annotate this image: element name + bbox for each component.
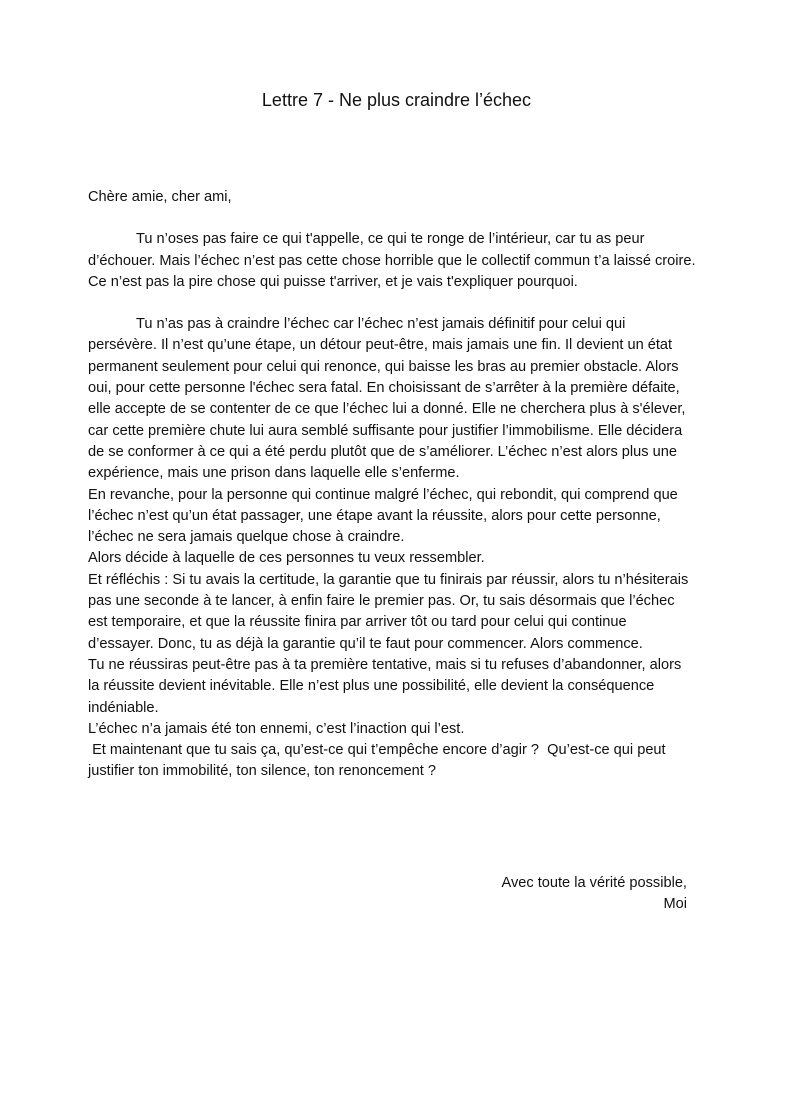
letter-closing: Avec toute la vérité possible, [501, 875, 687, 891]
letter-body [88, 187, 696, 783]
paragraph-choice: Alors décide à laquelle de ces personnes tu veux ressembler. [88, 550, 485, 567]
paragraph-question: Et maintenant que tu sais ça, qu’est-ce qui t’empêche encore d’agir ? Qu’est-ce qui peut justifier ton immobilité, ton silence, ton renoncement ? [88, 742, 670, 780]
paragraph-perseverance: Tu n’as pas à craindre l’échec car l’échec n’est jamais définitif pour celui qui persévère. Il n’est qu’une étape, un détour peut-être, mais jamais une fin. Il devient un état permanent seulement pour celui qui renonce, qui baisse les bras au premier obstacle. Alors oui, pour cette personne l'échec sera fatal. En choisissant de s’arrêter à la première défaite, elle accepte de se contenter de ce que l’échec lui a donné. Elle ne cherchera plus à s'élever, car cette première chute lui aura semblé suffisante pour justifier l’immobilisme. Elle décidera de se conformer à ce qui a été perdu plutôt que de s’améliorer. L’échec n’est alors plus une expérience, mais une prison dans laquelle elle s’enferme. [88, 316, 686, 482]
paragraph-enemy: L’échec n’a jamais été ton ennemi, c’est l’inaction qui l’est. [88, 720, 465, 737]
paragraph-rebound: En revanche, pour la personne qui continue malgré l’échec, qui rebondit, qui comprend que l’échec n’est qu’un état passager, une étape avant la réussite, alors pour cette personne, l’échec ne sera jamais quelque chose à craindre. [88, 486, 678, 546]
letter-signature: Moi [663, 896, 687, 913]
letter-title: Lettre 7 - Ne plus craindre l’échec [261, 90, 532, 110]
paragraph-inevitable: Tu ne réussiras peut-être pas à ta première tentative, mais si tu refuses d’abandonner, alors la réussite devient inévitable. Elle n’est plus une possibilité, elle devient la conséquence indéniable. [88, 656, 682, 716]
paragraph-intro: Tu n’oses pas faire ce qui t'appelle, ce qui te ronge de l’intérieur, car tu as peur d’échouer. Mais l’échec n’est pas cette chose horrible que le collectif commun t’a laissé croire. Ce n’est pas la pire chose qui puisse t'arriver, et je vais t'expliquer pourquoi. [88, 231, 696, 290]
letter-signoff [88, 873, 687, 916]
paragraph-reflect: Et réfléchis : Si tu avais la certitude, la garantie que tu finirais par réussir, alors tu n’hésiterais pas une seconde à te lancer, à enfin faire le premier pas. Or, tu sais désormais que l’échec est temporaire, et que la réussite finira par arriver tôt ou tard pour celui qui continue d’essayer. Donc, tu as déjà la garantie qu’il te faut pour commencer. Alors commence. [88, 571, 689, 652]
letter-greeting: Chère amie, cher ami, [88, 189, 232, 205]
